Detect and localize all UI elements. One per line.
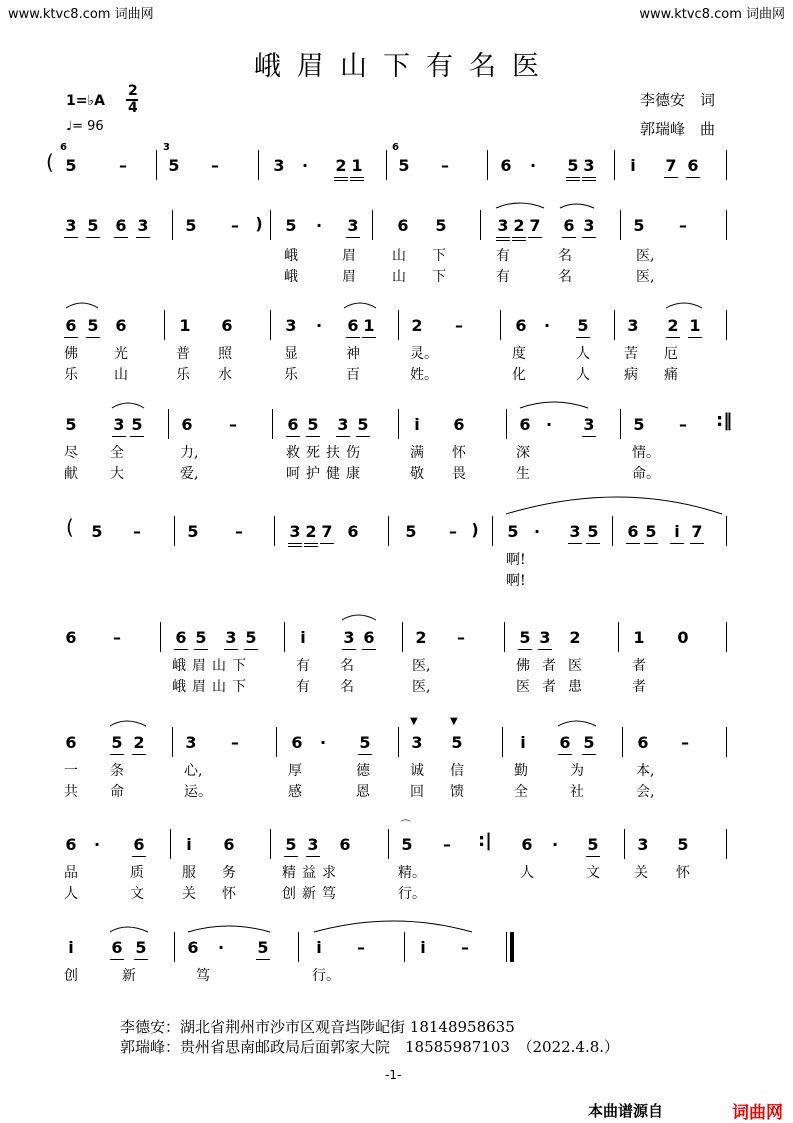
note: 5 — [65, 156, 77, 175]
note: i — [186, 835, 192, 854]
lyric: 度 — [512, 346, 526, 362]
lyric: 新 — [122, 968, 136, 984]
lyric: 下 — [432, 269, 446, 285]
slur-arc — [188, 926, 270, 932]
lyric: 救死扶伤 — [286, 445, 366, 461]
lyric: 恩 — [356, 784, 370, 800]
repeat-end-sign: :‖ — [716, 410, 733, 431]
note: 5 — [357, 415, 369, 434]
note: 3 — [347, 216, 359, 235]
note: 5 — [645, 522, 657, 541]
site-header-left[interactable]: www.ktvc8.com 词曲网 — [8, 7, 154, 22]
lyric: 情。 — [632, 445, 660, 461]
note: 5 — [187, 522, 199, 541]
lyric: 照 — [218, 346, 232, 362]
note: 6 — [291, 733, 303, 752]
note: 6 — [65, 628, 77, 647]
note: 5 — [111, 733, 123, 752]
lyric: 乐 — [64, 367, 78, 383]
note: 5 — [507, 522, 519, 541]
note: 6 — [627, 522, 639, 541]
note: 6 — [559, 733, 571, 752]
lyric: 勤 — [514, 763, 528, 779]
note: · — [529, 156, 537, 175]
note: 5 — [587, 835, 599, 854]
note: 3 — [337, 415, 349, 434]
note: i — [630, 156, 636, 175]
note: · — [93, 835, 101, 854]
song-title: 峨眉山下有名医 — [254, 51, 555, 82]
note: 2 — [569, 628, 581, 647]
lyric: 质 — [130, 865, 144, 881]
note: 6 — [339, 835, 351, 854]
slur-arc — [110, 721, 146, 726]
page-number: -1- — [385, 1068, 402, 1082]
composer-address: 郭瑞峰：贵州省思南邮政局后面郭家大院 18585987103 （2022.4.8.） — [120, 1038, 620, 1056]
note: i — [414, 415, 420, 434]
note: – — [231, 733, 239, 752]
note: 5 — [398, 156, 410, 175]
lyric: 山 — [114, 367, 128, 383]
note: 7 — [665, 156, 677, 175]
key-signature: 1=♭A — [66, 93, 105, 109]
meter-top: 2 — [128, 83, 138, 99]
lyric: 条 — [110, 763, 124, 779]
note: · — [543, 316, 551, 335]
accent-mark: ▼ — [410, 716, 418, 727]
note: – — [461, 938, 469, 957]
lyric: 关 — [182, 886, 196, 902]
lyric: 关 — [634, 865, 648, 881]
lyric: 峨眉山下 — [172, 679, 252, 695]
lyric: 感 — [288, 784, 302, 800]
note: 7 — [529, 216, 541, 235]
lyric: 行。 — [398, 886, 426, 902]
note: – — [441, 156, 449, 175]
lyric: 水 — [218, 367, 232, 383]
note: 3 — [225, 628, 237, 647]
accent-mark: ▼ — [450, 716, 458, 727]
note: 3 — [539, 628, 551, 647]
close-paren: ) — [255, 214, 263, 233]
note: 5 — [65, 415, 77, 434]
slur-arc — [342, 615, 376, 620]
lyric: 苦 — [624, 346, 638, 362]
lyric: 全 — [110, 445, 124, 461]
lyric: 德 — [356, 763, 370, 779]
lyric: 行。 — [312, 968, 340, 984]
note: 3 — [411, 733, 423, 752]
note: i — [316, 938, 322, 957]
note: 3 — [343, 628, 355, 647]
open-paren: ( — [46, 150, 54, 174]
composer-credit: 郭瑞峰 曲 — [640, 120, 716, 138]
note: – — [679, 216, 687, 235]
lyric: 啊! — [506, 552, 526, 568]
lyric: 大 — [110, 466, 124, 482]
slur-arc — [506, 497, 722, 514]
note: · — [217, 938, 225, 957]
note: – — [231, 216, 239, 235]
note: 6 — [687, 156, 699, 175]
note: 6 — [187, 938, 199, 957]
lyric: 创 — [64, 968, 78, 984]
note: 6 — [637, 733, 649, 752]
lyric: 有 — [496, 248, 510, 264]
lyric: 显 — [284, 346, 298, 362]
lyric: 人 — [576, 367, 590, 383]
lyric: 务 — [222, 865, 236, 881]
lyric: 乐 — [284, 367, 298, 383]
lyric: 厚 — [288, 763, 302, 779]
note: 6 — [223, 835, 235, 854]
tempo-mark: ♩= 96 — [66, 119, 104, 134]
note: – — [119, 156, 127, 175]
note: – — [457, 628, 465, 647]
note: 6 — [347, 316, 359, 335]
note: 6 — [133, 835, 145, 854]
lyric: 力, — [180, 445, 199, 461]
lyric: 精益求 — [282, 865, 342, 881]
close-paren: ) — [471, 520, 479, 539]
lyric: 生 — [516, 466, 530, 482]
note: 6 — [397, 216, 409, 235]
note: 1 — [363, 316, 375, 335]
note: 1 — [351, 156, 363, 175]
note: 6 — [65, 733, 77, 752]
note: 6 — [221, 316, 233, 335]
note: 5 — [87, 316, 99, 335]
note: 3 — [307, 835, 319, 854]
note: 6 — [521, 835, 533, 854]
note: 3 — [497, 216, 509, 235]
lyric: 眉 — [342, 248, 356, 264]
note: 5 — [587, 522, 599, 541]
lyric: 人 — [64, 886, 78, 902]
note: i — [520, 733, 526, 752]
lyric: 有 — [296, 658, 310, 674]
lyric: 全 — [514, 784, 528, 800]
lyric: 百 — [346, 367, 360, 383]
source-label: 本曲谱源自 — [588, 1102, 664, 1120]
note: 6 — [65, 835, 77, 854]
lyric: 痛 — [664, 367, 678, 383]
lyric: 医者患 — [516, 679, 594, 695]
lyric: 山 — [392, 248, 406, 264]
note: 6 — [363, 628, 375, 647]
note: 5 — [131, 415, 143, 434]
note: 1 — [633, 628, 645, 647]
lyric: 品 — [64, 865, 78, 881]
note: 1 — [689, 316, 701, 335]
grace-note: 6 — [60, 142, 67, 153]
lyric: 佛 — [64, 346, 78, 362]
open-paren: ( — [66, 515, 74, 539]
note: – — [229, 415, 237, 434]
lyric: 峨 — [284, 269, 298, 285]
note: · — [301, 156, 309, 175]
note: 2 — [513, 216, 525, 235]
note: · — [533, 522, 541, 541]
lyric: 信 — [450, 763, 464, 779]
note: 7 — [321, 522, 333, 541]
lyric: 怀 — [676, 865, 690, 881]
lyric: 畏 — [452, 466, 466, 482]
lyric: 化 — [512, 367, 526, 383]
note: 6 — [115, 216, 127, 235]
lyric: 医, — [412, 658, 431, 674]
note: 2 — [667, 316, 679, 335]
note: · — [315, 316, 323, 335]
note: 6 — [181, 415, 193, 434]
note: 6 — [115, 316, 127, 335]
grace-note: 6 — [392, 142, 399, 153]
lyric: 深 — [516, 445, 530, 461]
note: 5 — [401, 835, 413, 854]
lyric: 峨 — [284, 248, 298, 264]
slur-arc — [560, 204, 594, 208]
site-header-right[interactable]: www.ktvc8.com 词曲网 — [639, 7, 785, 22]
note: 3 — [583, 415, 595, 434]
slur-arc — [666, 303, 702, 308]
note: 2 — [305, 522, 317, 541]
lyric: 神 — [346, 346, 360, 362]
note: 3 — [137, 216, 149, 235]
note: · — [319, 733, 327, 752]
note: 3 — [583, 156, 595, 175]
lyric: 社 — [570, 784, 584, 800]
lyric: 者 — [632, 679, 646, 695]
note: 6 — [500, 156, 512, 175]
lyric: 有 — [296, 679, 310, 695]
note: i — [300, 628, 306, 647]
lyric: 名 — [340, 679, 354, 695]
lyric: 普 — [176, 346, 190, 362]
note: 5 — [245, 628, 257, 647]
lyric: 为 — [570, 763, 584, 779]
note: 2 — [133, 733, 145, 752]
note: 3 — [569, 522, 581, 541]
lyric: 命 — [110, 784, 124, 800]
note: – — [449, 522, 457, 541]
lyric: 医, — [636, 248, 655, 264]
note: 5 — [405, 522, 417, 541]
lyric: 会, — [636, 784, 655, 800]
note: 5 — [583, 733, 595, 752]
note: – — [235, 522, 243, 541]
slur-arc — [496, 203, 544, 208]
fermata-icon: ⌒ — [400, 819, 411, 832]
note: 5 — [307, 415, 319, 434]
note: – — [679, 415, 687, 434]
note: – — [357, 938, 365, 957]
note: 6 — [65, 316, 77, 335]
lyric: 佛者医 — [516, 658, 594, 674]
note: 5 — [285, 216, 297, 235]
note: i — [68, 938, 74, 957]
lyric: 文 — [586, 865, 600, 881]
lyric: 怀 — [222, 886, 236, 902]
note: – — [443, 835, 451, 854]
slur-arc — [520, 402, 588, 408]
note: 6 — [515, 316, 527, 335]
note: · — [315, 216, 323, 235]
lyric: 献 — [64, 466, 78, 482]
lyric: 创新笃 — [282, 886, 342, 902]
note: 6 — [347, 522, 359, 541]
note: 3 — [273, 156, 285, 175]
note: 5 — [519, 628, 531, 647]
note: 3 — [289, 522, 301, 541]
lyric: 下 — [432, 248, 446, 264]
lyric: 运。 — [184, 784, 212, 800]
lyric: 姓。 — [410, 367, 438, 383]
slur-arc — [112, 403, 144, 408]
meter-bottom: 4 — [128, 100, 138, 116]
note: – — [455, 316, 463, 335]
note: 5 — [567, 156, 579, 175]
note: – — [211, 156, 219, 175]
lyric: 笃 — [196, 968, 210, 984]
lyric: 满 — [410, 445, 424, 461]
note: 6 — [563, 216, 575, 235]
note: 5 — [359, 733, 371, 752]
note: 2 — [335, 156, 347, 175]
lyric: 精。 — [398, 865, 426, 881]
note: 6 — [287, 415, 299, 434]
lyric: 诚 — [410, 763, 424, 779]
note: 3 — [65, 216, 77, 235]
note: 5 — [451, 733, 463, 752]
note: 3 — [185, 733, 197, 752]
note: 6 — [111, 938, 123, 957]
note: – — [113, 628, 121, 647]
note: 3 — [285, 316, 297, 335]
lyric: 怀 — [452, 445, 466, 461]
slur-arc — [558, 721, 596, 726]
lyric: 医, — [636, 269, 655, 285]
note: 5 — [577, 316, 589, 335]
lyric: 一 — [64, 763, 78, 779]
note: 7 — [691, 522, 703, 541]
note: i — [420, 938, 426, 957]
note: 5 — [633, 216, 645, 235]
brand-logo[interactable]: 词曲网 — [732, 1103, 783, 1123]
slur-arc — [110, 927, 148, 932]
lyric: 光 — [114, 346, 128, 362]
note: 5 — [185, 216, 197, 235]
lyric: 名 — [558, 248, 572, 264]
note: 5 — [257, 938, 269, 957]
slur-arc — [66, 303, 98, 308]
repeat-end-sign: :| — [478, 830, 492, 851]
note: 5 — [285, 835, 297, 854]
note: – — [681, 733, 689, 752]
lyric: 者 — [632, 658, 646, 674]
note: · — [545, 415, 553, 434]
note: 3 — [627, 316, 639, 335]
lyricist-credit: 李德安 词 — [640, 91, 716, 109]
lyric: 服 — [182, 865, 196, 881]
lyric: 本, — [636, 763, 655, 779]
note: 6 — [519, 415, 531, 434]
note: 5 — [677, 835, 689, 854]
note: 5 — [633, 415, 645, 434]
note: 1 — [179, 316, 191, 335]
note: · — [551, 835, 559, 854]
note: 3 — [583, 216, 595, 235]
note: 6 — [175, 628, 187, 647]
lyric: 乐 — [176, 367, 190, 383]
note: – — [133, 522, 141, 541]
note: 6 — [453, 415, 465, 434]
lyric: 名 — [558, 269, 572, 285]
slur-arc — [314, 921, 472, 932]
grace-note: 3 — [163, 142, 170, 153]
slur-arc — [344, 303, 376, 308]
lyric: 爱, — [180, 466, 199, 482]
lyricist-address: 李德安：湖北省荆州市沙市区观音垱陟屺街 18148958635 — [120, 1018, 515, 1036]
note: 5 — [168, 156, 180, 175]
note: i — [670, 522, 684, 541]
lyric: 啊! — [506, 573, 526, 589]
note: 5 — [91, 522, 103, 541]
note: 5 — [87, 216, 99, 235]
lyric: 名 — [340, 658, 354, 674]
note: 5 — [435, 216, 447, 235]
lyric: 文 — [130, 886, 144, 902]
note: 0 — [677, 628, 689, 647]
lyric: 心, — [184, 763, 203, 779]
lyric: 回 — [410, 784, 424, 800]
lyric: 共 — [64, 784, 78, 800]
note: 5 — [135, 938, 147, 957]
lyric: 命。 — [632, 466, 660, 482]
note: 2 — [415, 628, 427, 647]
lyric: 敬 — [410, 466, 424, 482]
lyric: 馈 — [450, 784, 464, 800]
lyric: 厄 — [664, 346, 678, 362]
lyric: 峨眉山下 — [172, 658, 252, 674]
lyric: 病 — [624, 367, 638, 383]
lyric: 人 — [520, 865, 534, 881]
lyric: 灵。 — [410, 346, 438, 362]
note: 3 — [113, 415, 125, 434]
note: 5 — [195, 628, 207, 647]
note: 3 — [637, 835, 649, 854]
lyric: 医, — [412, 679, 431, 695]
lyric: 人 — [576, 346, 590, 362]
lyric: 呵护健康 — [286, 466, 366, 482]
lyric: 山 — [392, 269, 406, 285]
lyric: 尽 — [64, 445, 78, 461]
lyric: 有 — [496, 269, 510, 285]
lyric: 眉 — [342, 269, 356, 285]
note: 2 — [411, 316, 423, 335]
